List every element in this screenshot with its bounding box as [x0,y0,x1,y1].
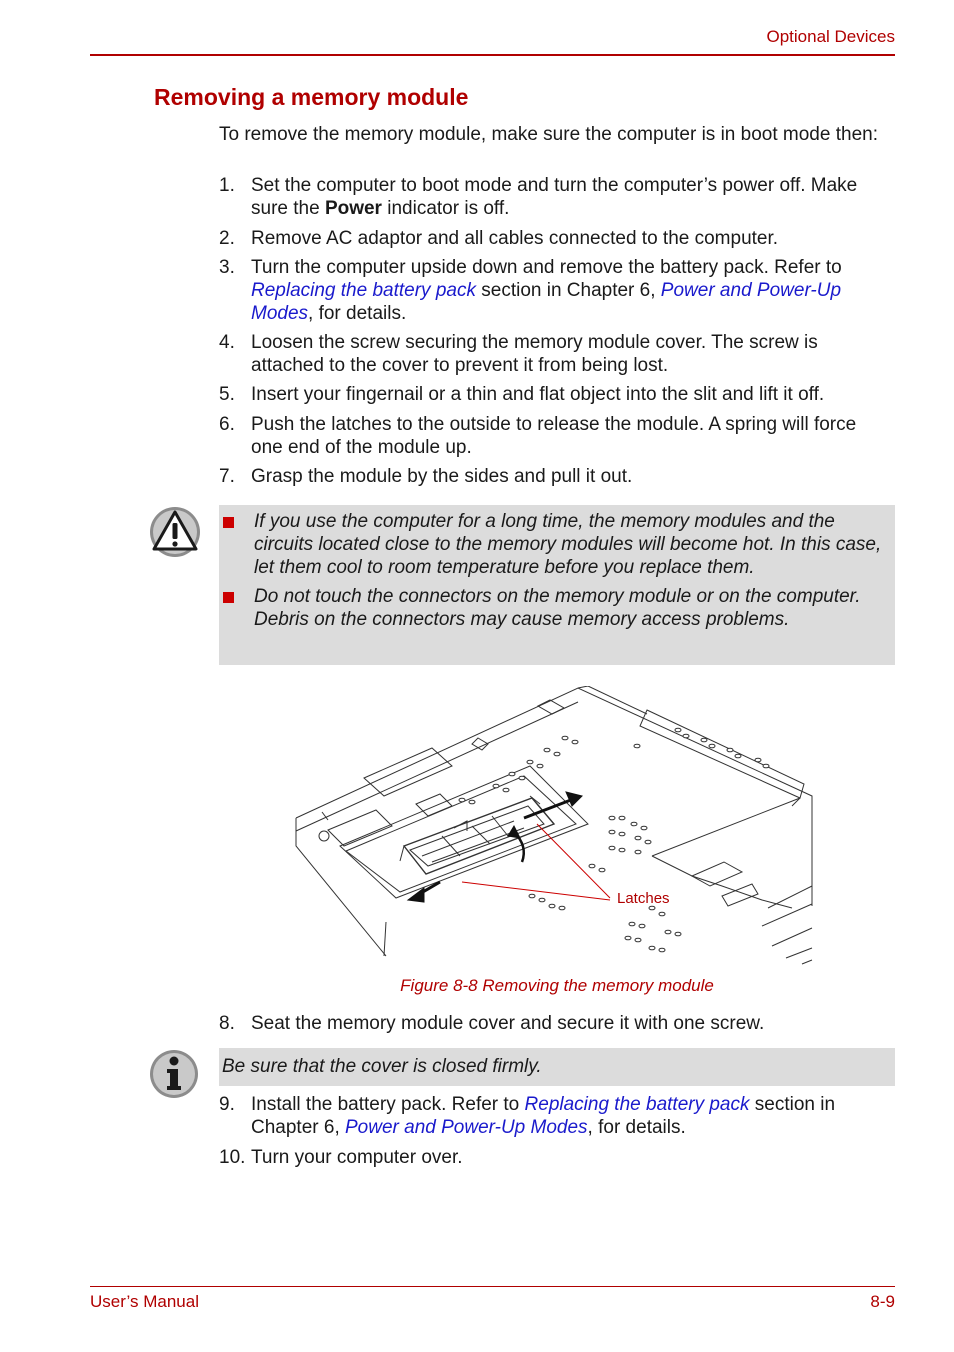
caution-item [219,510,895,579]
info-icon [148,1048,200,1100]
bullet-square-icon [223,592,234,603]
step-5 [219,383,889,406]
step-number: 10. [219,1147,246,1168]
figure-caption: Figure 8-8 Removing the memory module [400,976,714,995]
step-6 [219,413,889,459]
step-text: Remove AC adaptor and all cables connected to the computer. [251,228,779,249]
step-number: 5. [219,384,235,405]
step-text-part: Turn the computer upside down and remove the battery pack. Refer to [251,257,842,278]
memory-module-illustration [292,686,822,966]
step-text: Grasp the module by the sides and pull it out. [251,466,633,487]
step-number: 2. [219,228,235,249]
step-text-part: section in Chapter 6, [475,280,661,301]
bullet-square-icon [223,517,234,528]
step-text [251,256,889,325]
step-1 [219,174,889,220]
step-text-part: Install the battery pack. Refer to [251,1094,525,1115]
step-text-part: indicator is off. [381,198,510,219]
step-text [251,1093,889,1139]
step-text-part: section in Chapter 6, [251,1094,836,1138]
section-title: Removing a memory module [154,84,469,110]
step-number: 6. [219,414,235,435]
footer-manual-title: User’s Manual [90,1292,199,1311]
step-3 [219,256,889,325]
step-text: Push the latches to the outside to release the module. A spring will force one end of the module up. [251,414,857,458]
footer-rule [90,1286,895,1287]
step-9 [219,1093,889,1139]
header-section-title: Optional Devices [766,27,895,46]
link-replacing-battery-pack[interactable]: Replacing the battery pack [251,280,476,301]
step-text: Insert your fingernail or a thin and flat object into the slit and lift it off. [251,384,825,405]
latches-label: Latches [617,890,670,907]
step-text: Loosen the screw securing the memory module cover. The screw is attached to the cover to prevent it from being lost. [251,332,818,376]
step-text: Turn your computer over. [251,1147,463,1168]
link-replacing-battery-pack[interactable]: Replacing the battery pack [524,1094,750,1115]
step-number: 4. [219,332,235,353]
link-power-modes[interactable]: Power and Power-Up Modes [345,1117,588,1138]
caution-item [219,585,895,631]
step-number: 3. [219,257,235,278]
step-number: 7. [219,466,235,487]
caution-box [219,505,895,665]
step-text-part: Set the computer to boot mode and turn the computer’s power off. Make sure the [251,175,858,219]
power-term: Power [324,198,382,219]
step-7 [219,465,889,488]
caution-text: Do not touch the connectors on the memory module or on the computer. Debris on the connectors may cause memory access problems. [254,586,861,630]
caution-icon [148,505,202,559]
step-4 [219,331,889,377]
step-number: 1. [219,175,235,196]
page-number: 8-9 [870,1292,895,1311]
step-text: Seat the memory module cover and secure it with one screw. [251,1013,765,1034]
link-power-modes[interactable]: Power and Power-Up Modes [251,280,842,324]
step-2 [219,227,889,250]
intro-paragraph: To remove the memory module, make sure the computer is in boot mode then: [219,124,878,145]
step-8 [219,1012,889,1035]
step-text [251,174,889,220]
step-number: 9. [219,1094,235,1115]
note-text: Be sure that the cover is closed firmly. [222,1056,542,1077]
step-10 [219,1146,889,1169]
caution-text: If you use the computer for a long time, the memory modules and the circuits located close to the memory modules will become hot. In this case, let them cool to room temperature before you replace them. [254,511,882,578]
note-box [219,1048,895,1086]
step-text-part: , for details. [587,1117,686,1138]
step-number: 8. [219,1013,235,1034]
header-rule [90,54,895,56]
step-text-part: , for details. [308,303,407,324]
